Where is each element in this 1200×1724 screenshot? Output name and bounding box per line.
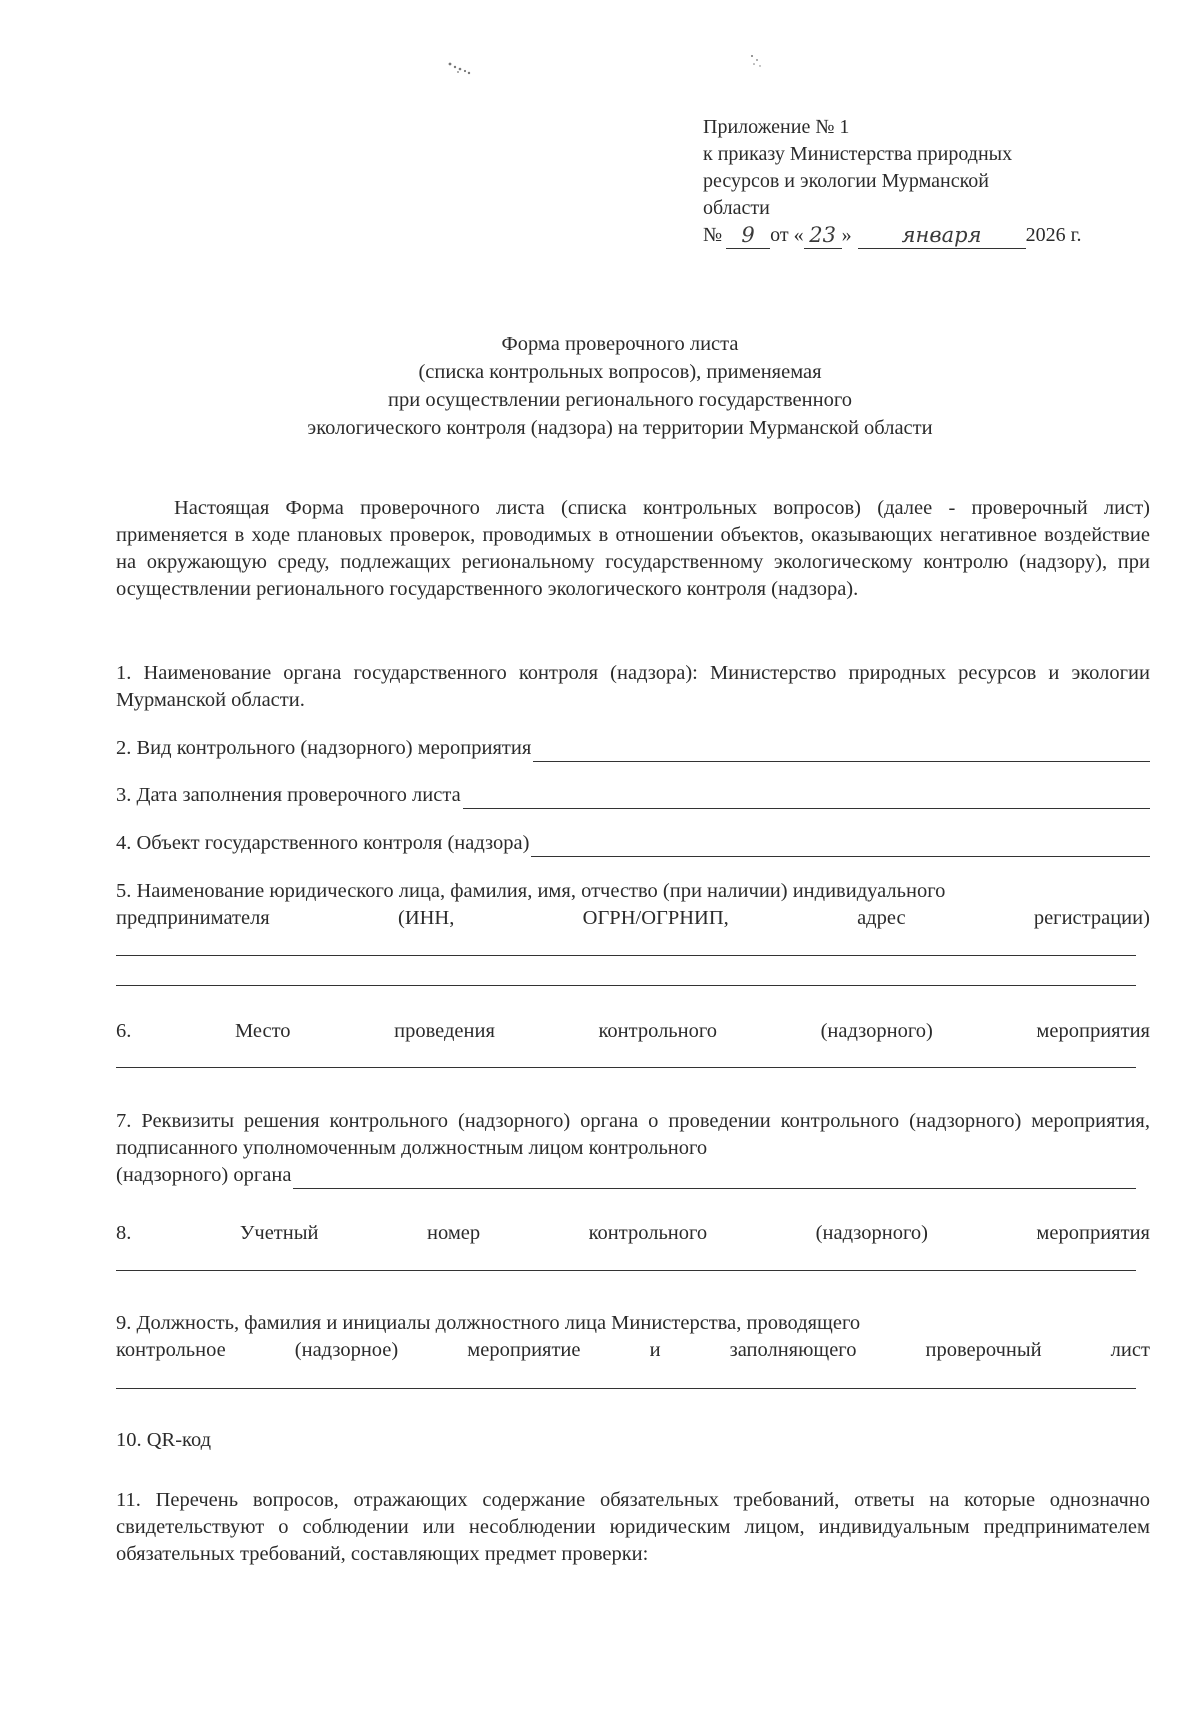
item-4-blank-field[interactable]: [531, 836, 1150, 857]
item-8: [116, 1220, 1150, 1247]
item-5-line-2: [116, 905, 1150, 932]
item-10: 10. QR-код: [116, 1429, 212, 1451]
title-line-3: при осуществлении регионального государственного: [388, 389, 852, 411]
from-label: от «: [770, 224, 804, 246]
item-5-word: (ИНН,: [398, 907, 455, 929]
order-number-handwritten: 9: [741, 223, 755, 247]
title-line-1: Форма проверочного листа: [501, 333, 739, 355]
item-7-text: 7. Реквизиты решения контрольного (надзорного) органа о проведении контрольного (надзорного) мероприятия, подписанного уполномоченным должностным лицом контрольного: [116, 1110, 1150, 1159]
item-7-blank-field[interactable]: [293, 1168, 1136, 1189]
item-7-last-label: (надзорного) органа: [116, 1164, 292, 1186]
appendix-line-3: ресурсов и экологии Мурманской: [703, 170, 989, 192]
item-8-word: (надзорного): [815, 1222, 928, 1244]
appendix-line-1: Приложение № 1: [703, 116, 850, 138]
item-9-word: заполняющего: [729, 1339, 857, 1361]
order-day-blank: [804, 223, 842, 249]
form-title: [150, 330, 1090, 442]
item-9-word: (надзорное): [294, 1339, 399, 1361]
item-9-word: проверочный: [925, 1339, 1042, 1361]
item-3: [116, 782, 1150, 809]
item-6-word: Место: [234, 1020, 291, 1042]
item-2-blank-field[interactable]: [533, 741, 1150, 762]
number-label: №: [703, 224, 723, 246]
item-9-word: и: [649, 1339, 661, 1361]
item-4-label: 4. Объект государственного контроля (надзора): [116, 832, 530, 854]
item-9-line-2: [116, 1337, 1150, 1364]
item-5-word: предпринимателя: [116, 907, 270, 929]
item-6: [116, 1018, 1150, 1045]
item-8-word: 8.: [116, 1222, 132, 1244]
item-5: [116, 878, 1150, 932]
item-6-word: проведения: [394, 1020, 495, 1042]
item-4: [116, 830, 1150, 857]
appendix-header: [703, 114, 1123, 249]
item-5-word: ОГРН/ОГРНИП,: [582, 907, 729, 929]
item-6-word: 6.: [116, 1020, 132, 1042]
order-number-blank: [726, 223, 770, 249]
item-9-text: 9. Должность, фамилия и инициалы должностного лица Министерства, проводящего: [116, 1312, 861, 1334]
item-8-line: [116, 1220, 1150, 1247]
order-year: 2026 г.: [1025, 224, 1082, 246]
item-5-word: регистрации): [1033, 907, 1150, 929]
item-9-blank-field[interactable]: [116, 1388, 1136, 1389]
quote-close: »: [841, 224, 852, 246]
item-8-word: номер: [426, 1222, 481, 1244]
item-6-blank-field[interactable]: [116, 1067, 1136, 1068]
item-6-word: контрольного: [598, 1020, 718, 1042]
item-2: [116, 735, 1150, 762]
item-3-blank-field[interactable]: [463, 788, 1150, 809]
item-8-word: контрольного: [588, 1222, 708, 1244]
item-9-word: контрольное: [116, 1339, 226, 1361]
item-8-word: Учетный: [239, 1222, 319, 1244]
item-6-word: (надзорного): [820, 1020, 933, 1042]
item-6-line: [116, 1018, 1150, 1045]
item-8-blank-field[interactable]: [116, 1270, 1136, 1271]
item-5-word: адрес: [857, 907, 906, 929]
item-5-text: 5. Наименование юридического лица, фамилия, имя, отчество (при наличии) индивидуального: [116, 880, 946, 902]
intro-paragraph: Настоящая Форма проверочного листа (списка контрольных вопросов) (далее - проверочный лист) применяется в ходе плановых проверок, проводимых в отношении объектов, оказывающих негативное воздействие на окружающую среду, подлежащих региональному государственному экологическому контролю (надзору), при осуществлении регионального государственного экологического контроля (надзора).: [116, 497, 1150, 600]
item-9: [116, 1310, 1150, 1364]
item-7: [116, 1108, 1150, 1162]
order-month-blank: [858, 223, 1026, 249]
title-line-2: (списка контрольных вопросов), применяемая: [418, 361, 822, 383]
item-5-blank-field-2[interactable]: [116, 985, 1136, 986]
item-6-word: мероприятия: [1036, 1020, 1150, 1042]
item-5-line-1: [116, 878, 1150, 905]
item-1: 1. Наименование органа государственного контроля (надзора): Министерство природных ресурсов и экологии Мурманской области.: [116, 662, 1150, 711]
item-9-line-1: [116, 1310, 1150, 1337]
item-5-blank-field-1[interactable]: [116, 955, 1136, 956]
item-2-label: 2. Вид контрольного (надзорного) мероприятия: [116, 737, 532, 759]
item-7-last-line: [116, 1162, 1136, 1189]
appendix-line-4: области: [703, 197, 770, 219]
item-9-word: лист: [1110, 1339, 1150, 1361]
order-date-row: [703, 222, 1123, 249]
appendix-line-2: к приказу Министерства природных: [703, 143, 1013, 165]
title-line-4: экологического контроля (надзора) на территории Мурманской области: [307, 417, 933, 439]
order-month-handwritten: января: [901, 223, 982, 247]
item-8-word: мероприятия: [1036, 1222, 1150, 1244]
item-11: 11. Перечень вопросов, отражающих содержание обязательных требований, ответы на которые однозначно свидетельствуют о соблюдении или несоблюдении юридическим лицом, индивидуальным предпринимателем обязательных требований, составляющих предмет проверки:: [116, 1489, 1150, 1565]
item-9-word: мероприятие: [467, 1339, 581, 1361]
item-3-label: 3. Дата заполнения проверочного листа: [116, 784, 461, 806]
order-day-handwritten: 23: [809, 223, 836, 247]
